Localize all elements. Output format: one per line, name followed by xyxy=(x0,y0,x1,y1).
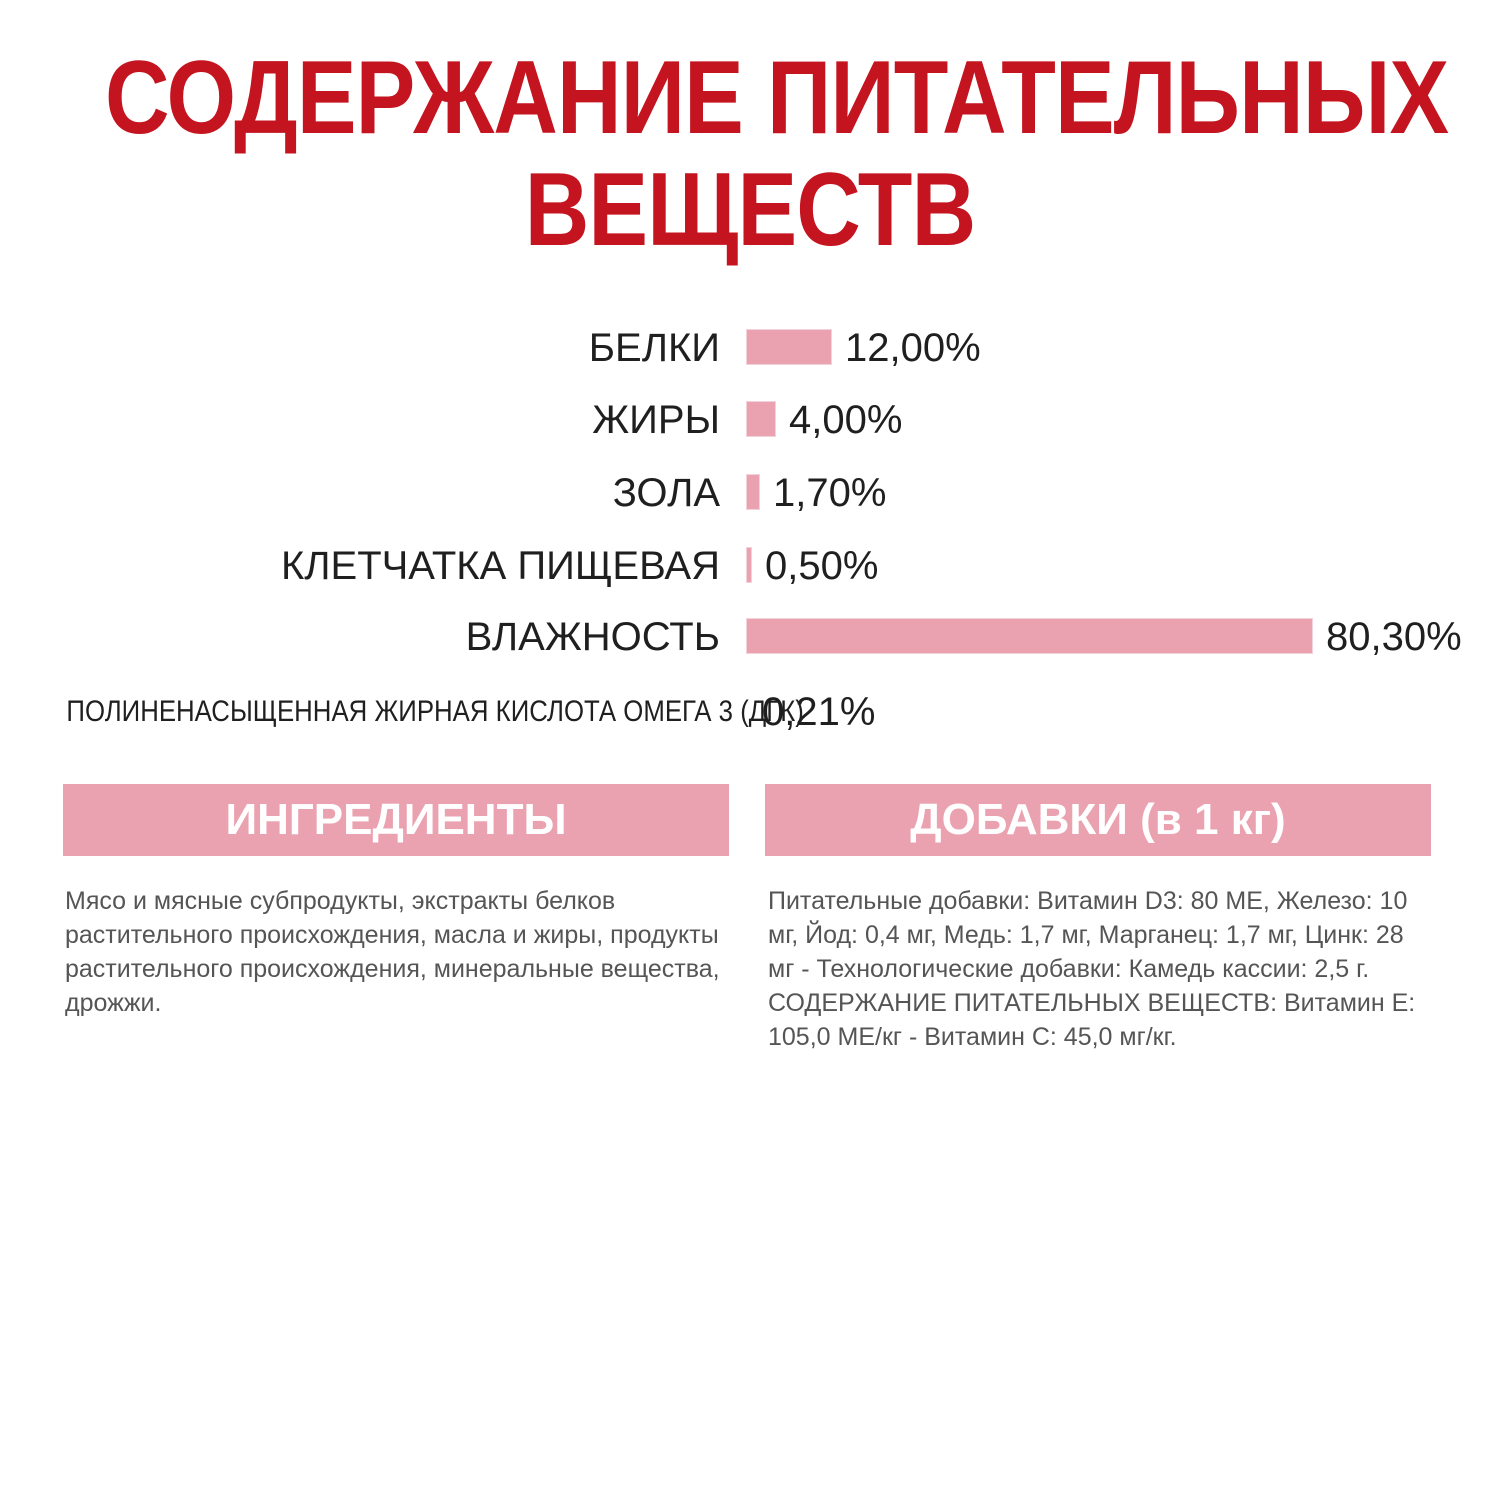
bar xyxy=(747,402,775,436)
chart-row xyxy=(0,318,1500,378)
page-title xyxy=(105,40,1449,268)
bar xyxy=(747,475,759,509)
category-label: ВЛАЖНОСТЬ xyxy=(465,615,720,659)
bar xyxy=(747,330,831,364)
additives-text: Питательные добавки: Витамин D3: 80 МЕ, Железо: 10 мг, Йод: 0,4 мг, Медь: 1,7 мг, Марганец: 1,7 мг, Цинк: 28 мг - Технологические добавки: Камедь кассии: 2,5 г. СОДЕРЖАНИЕ ПИТАТЕЛЬНЫХ ВЕЩЕСТВ: Витамин E: 105,0 МЕ/кг - Витамин C: 45,0 мг/кг. xyxy=(768,887,1416,1051)
ingredients-text: Мясо и мясные субпродукты, экстракты белков растительного происхождения, масла и жиры, продукты растительного происхождения, минеральные вещества, дрожжи. xyxy=(65,887,720,1017)
title-line-1: СОДЕРЖАНИЕ ПИТАТЕЛЬНЫХ xyxy=(105,40,1449,156)
value-label: 1,70% xyxy=(773,471,887,515)
bar xyxy=(747,619,1312,653)
chart-row xyxy=(0,390,1500,450)
title-line-2: ВЕЩЕСТВ xyxy=(524,152,976,268)
category-label: ПОЛИНЕНАСЫЩЕННАЯ ЖИРНАЯ КИСЛОТА ОМЕГА 3 (ДГК) xyxy=(66,695,804,728)
chart-row xyxy=(0,536,1500,596)
bar xyxy=(747,548,751,582)
value-label: 0,21% xyxy=(762,690,876,734)
chart-row xyxy=(0,682,1500,742)
ingredients-heading: ИНГРЕДИЕНТЫ xyxy=(63,784,729,856)
category-label: ЗОЛА xyxy=(612,471,720,515)
category-label: КЛЕТЧАТКА ПИЩЕВАЯ xyxy=(280,544,720,588)
additives-heading: ДОБАВКИ (в 1 кг) xyxy=(765,784,1431,856)
chart-row xyxy=(0,463,1500,523)
category-label: ЖИРЫ xyxy=(592,398,720,442)
value-label: 12,00% xyxy=(845,326,981,370)
value-label: 80,30% xyxy=(1326,615,1462,659)
chart-row xyxy=(0,607,1500,667)
value-label: 0,50% xyxy=(765,544,879,588)
category-label: БЕЛКИ xyxy=(588,326,720,370)
value-label: 4,00% xyxy=(789,398,903,442)
